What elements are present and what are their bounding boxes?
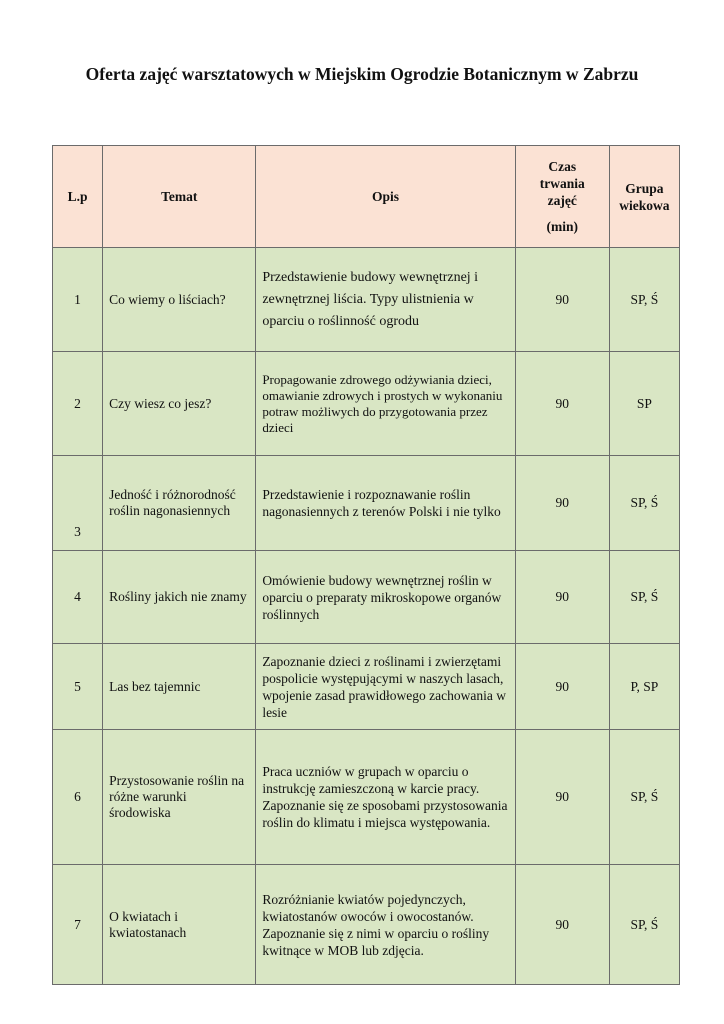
row-temat: Rośliny jakich nie znamy	[103, 551, 256, 644]
table-row	[53, 352, 680, 456]
table-header-row	[53, 146, 680, 248]
row-grupa: SP, Ś	[609, 248, 679, 352]
row-czas: 90	[515, 865, 609, 985]
table-row	[53, 865, 680, 985]
row-temat: Co wiemy o liściach?	[103, 248, 256, 352]
row-opis: Przedstawienie i rozpoznawanie roślin nagonasiennych z terenów Polski i nie tylko	[256, 456, 515, 551]
row-opis: Praca uczniów w grupach w oparciu o instrukcję zamieszczoną w karcie pracy. Zapoznanie się ze sposobami przystosowania roślin do klimatu i miejsca występowania.	[256, 730, 515, 865]
row-czas: 90	[515, 730, 609, 865]
header-temat: Temat	[103, 146, 256, 248]
row-temat: O kwiatach i kwiatostanach	[103, 865, 256, 985]
row-czas: 90	[515, 248, 609, 352]
row-temat: Las bez tajemnic	[103, 644, 256, 730]
header-czas-line3: zajęć	[547, 193, 577, 208]
row-lp: 1	[53, 248, 103, 352]
row-czas: 90	[515, 456, 609, 551]
row-opis: Omówienie budowy wewnętrznej roślin w oparciu o preparaty mikroskopowe organów roślinnych	[256, 551, 515, 644]
header-grupa	[609, 146, 679, 248]
header-grupa-line2: wiekowa	[619, 197, 670, 213]
row-czas: 90	[515, 644, 609, 730]
document-title: Oferta zajęć warsztatowych w Miejskim Ogrodzie Botanicznym w Zabrzu	[85, 64, 639, 84]
row-lp: 5	[53, 644, 103, 730]
table-row	[53, 551, 680, 644]
row-grupa: SP, Ś	[609, 551, 679, 644]
row-czas: 90	[515, 352, 609, 456]
row-temat: Jedność i różnorodność roślin nagonasiennych	[103, 456, 256, 551]
row-lp: 4	[53, 551, 103, 644]
row-grupa: SP, Ś	[609, 456, 679, 551]
row-lp: 6	[53, 730, 103, 865]
header-opis: Opis	[256, 146, 515, 248]
row-grupa: P, SP	[609, 644, 679, 730]
row-temat: Przystosowanie roślin na różne warunki środowiska	[103, 730, 256, 865]
header-czas-unit: (min)	[546, 219, 579, 234]
table-row	[53, 730, 680, 865]
row-grupa: SP, Ś	[609, 865, 679, 985]
row-temat: Czy wiesz co jesz?	[103, 352, 256, 456]
header-grupa-line1: Grupa	[625, 180, 664, 196]
header-lp: L.p	[53, 146, 103, 248]
row-opis: Zapoznanie dzieci z roślinami i zwierzętami pospolicie występującymi w naszych lasach, wpojenie zasad prawidłowego zachowania w lesie	[256, 644, 515, 730]
row-lp: 2	[53, 352, 103, 456]
row-lp: 7	[53, 865, 103, 985]
table-row	[53, 456, 680, 551]
row-opis: Propagowanie zdrowego odżywiania dzieci, omawianie zdrowych i prostych w wykonaniu potraw możliwych do przygotowania przez dzieci	[256, 352, 515, 456]
header-czas	[515, 146, 609, 248]
header-czas-line2: trwania	[539, 176, 585, 191]
header-czas-line1: Czas	[548, 159, 577, 174]
row-grupa: SP, Ś	[609, 730, 679, 865]
workshop-offer-table	[52, 145, 680, 985]
row-grupa: SP	[609, 352, 679, 456]
row-opis: Rozróżnianie kwiatów pojedynczych, kwiatostanów owoców i owocostanów. Zapoznanie się z nimi w oparciu o rośliny kwitnące w MOB lub zdjęcia.	[256, 865, 515, 985]
row-opis: Przedstawienie budowy wewnętrznej i zewnętrznej liścia. Typy ulistnienia w oparciu o roślinność ogrodu	[256, 248, 515, 352]
row-lp: 3	[53, 456, 103, 551]
table-row	[53, 248, 680, 352]
row-czas: 90	[515, 551, 609, 644]
table-row	[53, 644, 680, 730]
